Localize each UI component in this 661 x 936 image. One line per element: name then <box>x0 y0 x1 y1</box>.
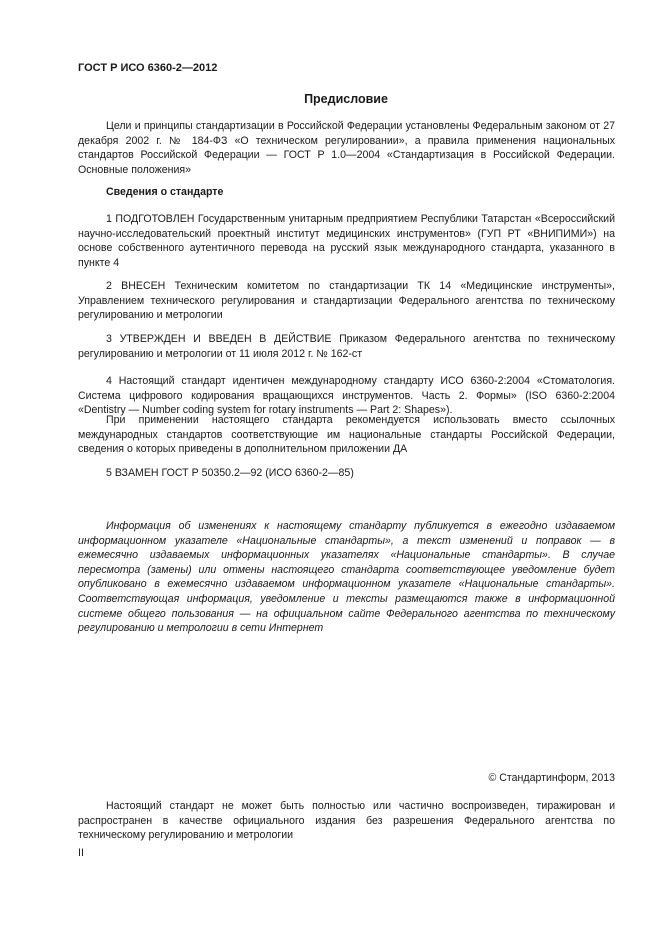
item-4-identical: 4 Настоящий стандарт идентичен международному стандарту ИСО 6360-2:2004 «Стоматология. Система цифрового кодирования вращающихся инструментов. Часть 2. Формы» (ISO 6360-2:2004 «Dentistry — Number coding system for rotary instruments — Part 2: Shapes»). <box>78 375 615 417</box>
preface-title: Предисловие <box>304 92 388 106</box>
preface-intro: Цели и принципы стандартизации в Российской Федерации установлены Федеральным законом от 27 декабря 2002 г. № 184-ФЗ «О техническом регулировании», а правила применения национальных стандартов Российской Федерации — ГОСТ Р 1.0—2004 «Стандартизация в Российской Федерации. Основные положения» <box>78 120 615 176</box>
document-code: ГОСТ Р ИСО 6360-2—2012 <box>78 62 218 74</box>
item-3-approved: 3 УТВЕРЖДЕН И ВВЕДЕН В ДЕЙСТВИЕ Приказом Федерального агентства по техническому регулированию и метрологии от 11 июля 2012 г. № 162-ст <box>78 333 615 360</box>
item-1-prepared: 1 ПОДГОТОВЛЕН Государственным унитарным предприятием Республики Татарстан «Всероссийский научно-исследовательский проектный институт медицинских инструментов» (ГУП РТ «ВНИПИМИ») на основе собственного аутентичного перевода на русский язык международного стандарта, указанного в пункте 4 <box>78 213 615 269</box>
standard-info-heading: Сведения о стандарте <box>106 186 224 198</box>
copyright-line: © Стандартинформ, 2013 <box>488 772 615 784</box>
item-4-note: При применении настоящего стандарта рекомендуется использовать вместо ссылочных международных стандартов соответствующие им национальные стандарты Российской Федерации, сведения о которых приведены в дополнительном приложении ДА <box>78 414 615 456</box>
reproduction-notice: Настоящий стандарт не может быть полностью или частично воспроизведен, тиражирован и распространен в качестве официального издания без разрешения Федерального агентства по техническому регулированию и метрологии <box>78 800 615 842</box>
item-2-submitted: 2 ВНЕСЕН Техническим комитетом по стандартизации ТК 14 «Медицинские инструменты», Управлением технического регулирования и стандартизации Федерального агентства по техническому регулированию и метрологии <box>78 280 615 322</box>
page-number: II <box>78 847 84 859</box>
item-5-replaces: 5 ВЗАМЕН ГОСТ Р 50350.2—92 (ИСО 6360-2—85) <box>106 467 354 479</box>
change-information-notice: Информация об изменениях к настоящему стандарту публикуется в ежегодно издаваемом информационном указателе «Национальные стандарты», а текст изменений и поправок — в ежемесячно издаваемых информационных указателях «Национальные стандарты». В случае пересмотра (замены) или отмены настоящего стандарта соответствующее уведомление будет опубликовано в ежемесячно издаваемом информационном указателе «Национальные стандарты». Соответствующая информация, уведомление и тексты размещаются также в информационной системе общего пользования — на официальном сайте Федерального агентства по техническому регулированию и метрологии в сети Интернет <box>78 520 615 635</box>
